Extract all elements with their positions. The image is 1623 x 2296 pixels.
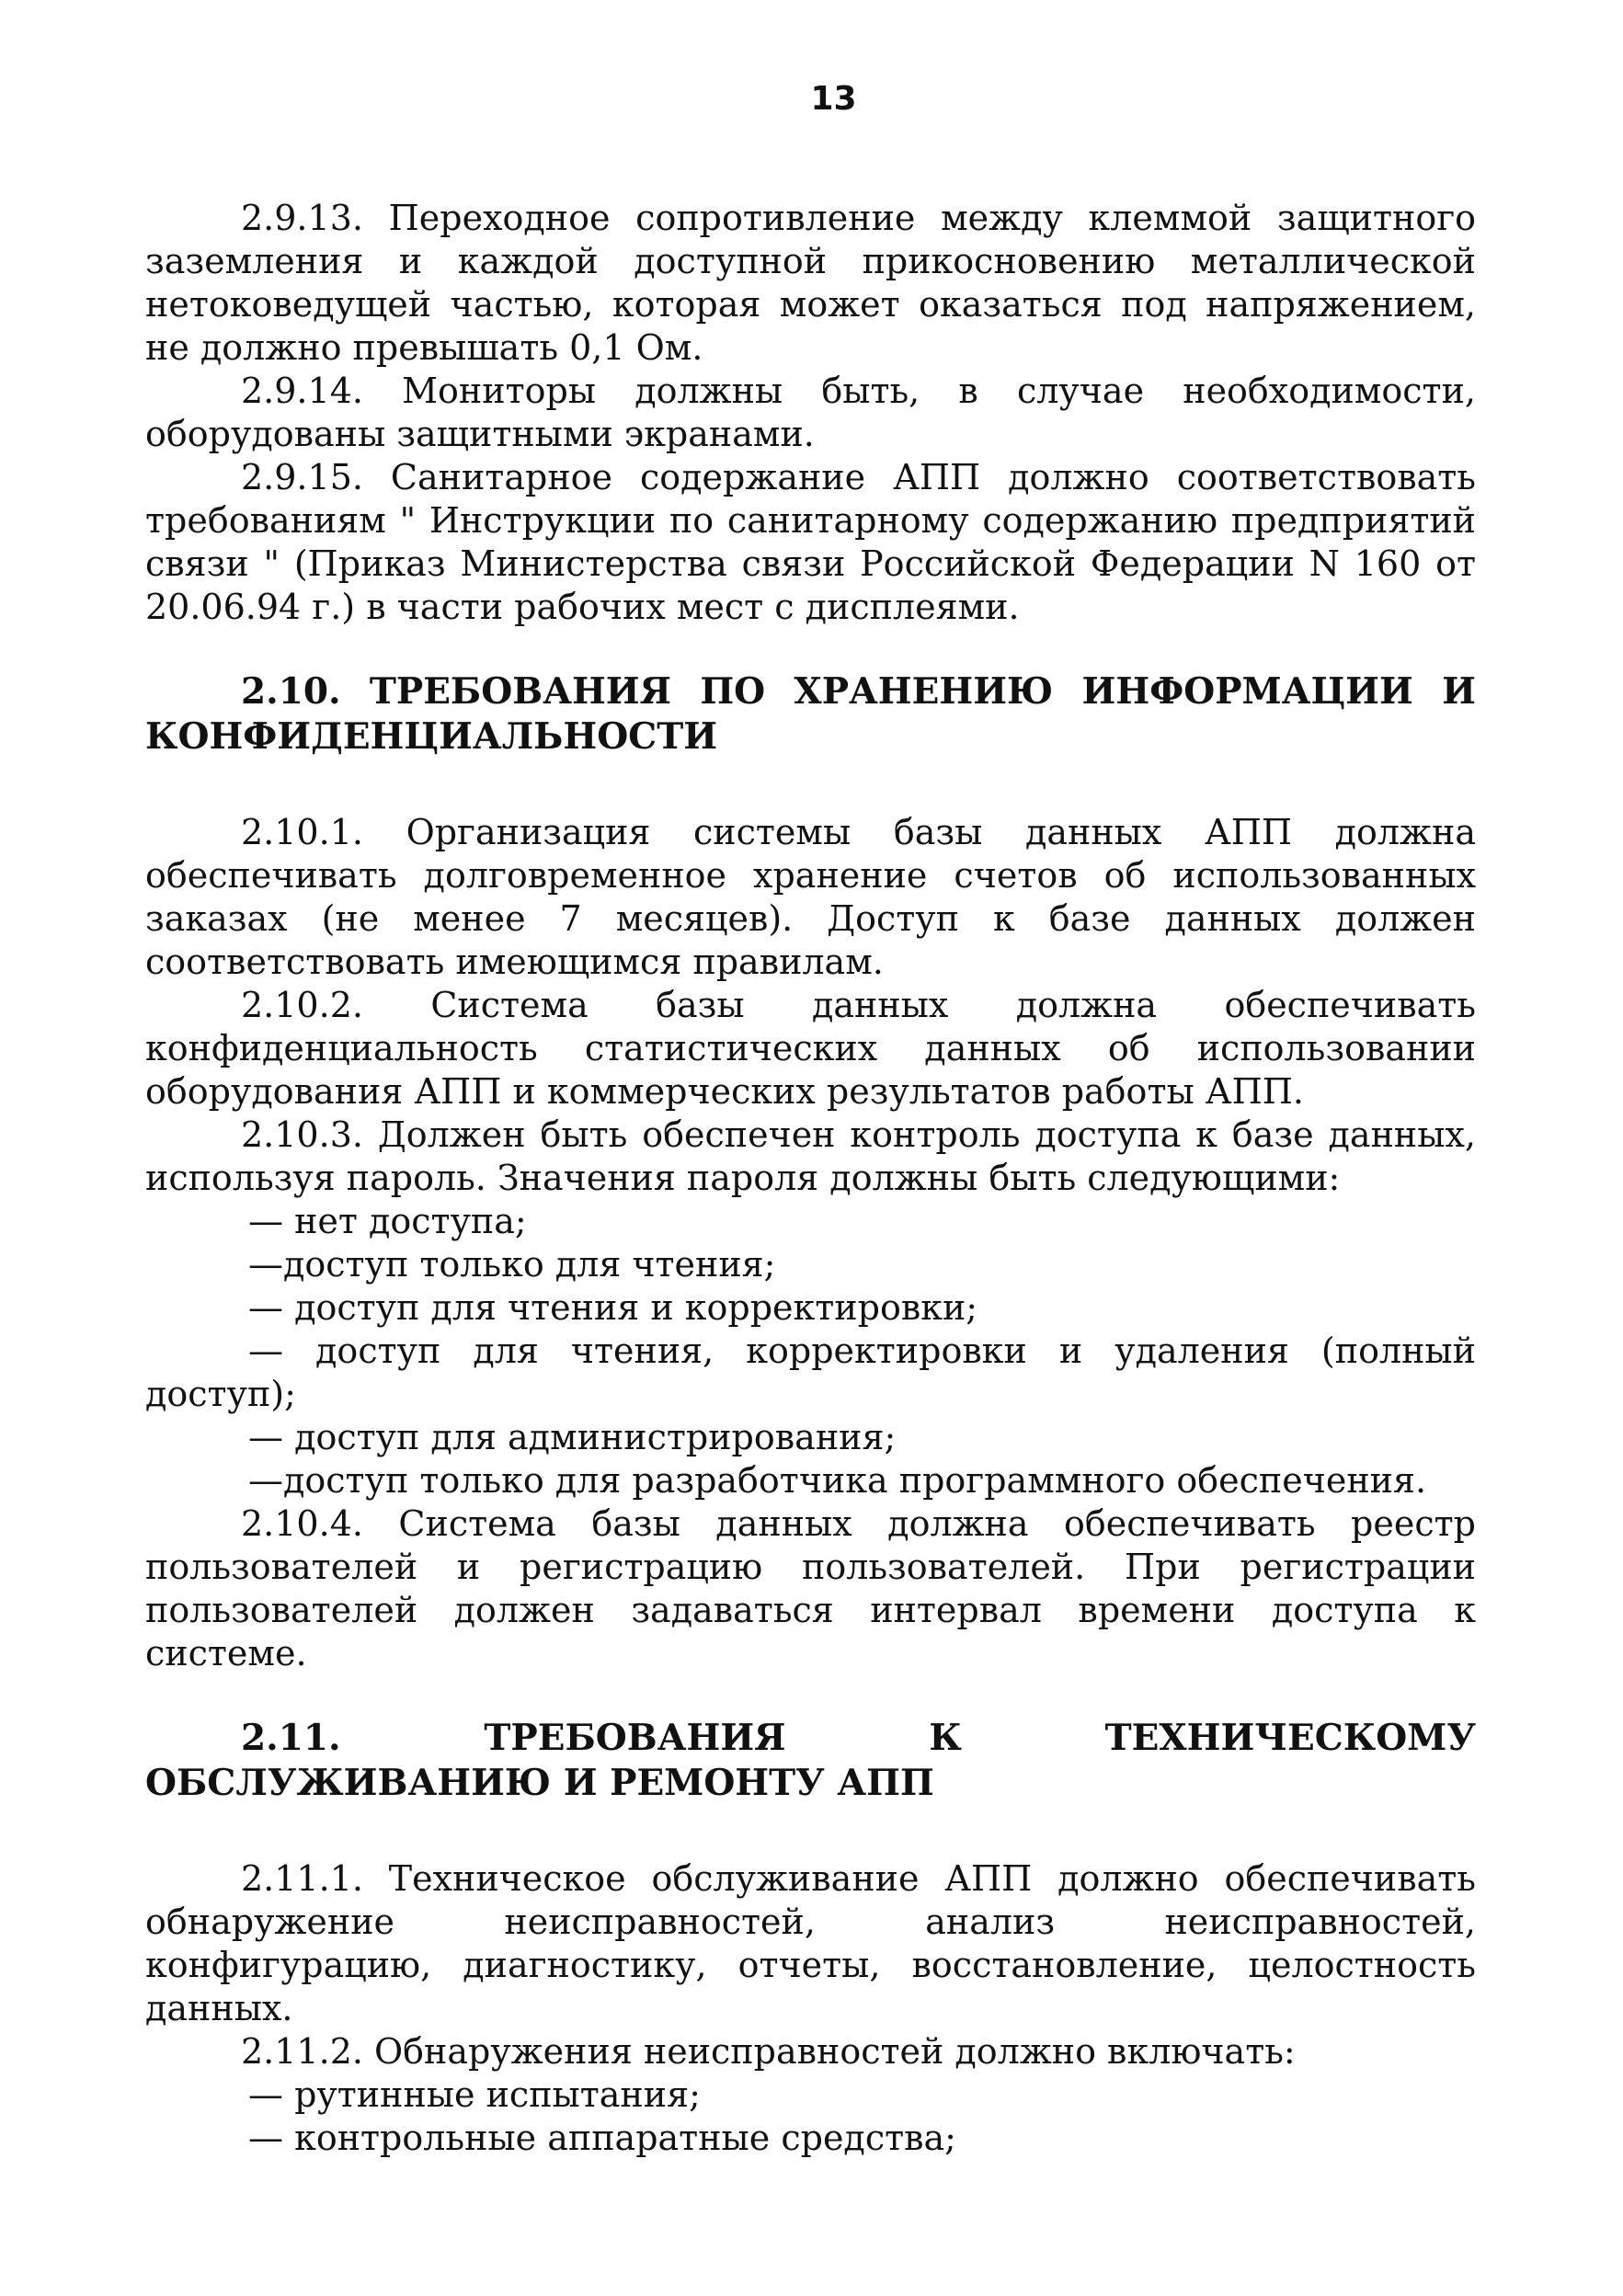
section-heading-2-11: 2.11. ТРЕБОВАНИЯ К ТЕХНИЧЕСКОМУ ОБСЛУЖИВАНИЮ И РЕМОНТУ АПП — [145, 1717, 1476, 1804]
password-levels-list — [145, 1200, 1476, 1502]
clause-2-10-4: 2.10.4. Система базы данных должна обеспечивать реестр пользователей и регистрацию пользователей. При регистрации пользователей должен задаваться интервал времени доступа к системе. — [145, 1503, 1476, 1673]
list-item: — доступ для чтения и корректировки; — [248, 1287, 978, 1328]
clause-2-9-14: 2.9.14. Мониторы должны быть, в случае необходимости, оборудованы защитными экранами. — [145, 371, 1476, 454]
list-item: — нет доступа; — [248, 1201, 527, 1241]
list-item: — доступ для администрирования; — [248, 1417, 897, 1457]
list-item: —доступ только для чтения; — [248, 1244, 776, 1285]
clause-2-10-3: 2.10.3. Должен быть обеспечен контроль доступа к базе данных, используя пароль. Значения пароля должны быть следующими: — [145, 1114, 1476, 1198]
list-item: —доступ только для разработчика программного обеспечения. — [248, 1460, 1427, 1501]
clause-2-10-1: 2.10.1. Организация системы базы данных АПП должна обеспечивать долговременное хранение счетов об использованных заказах (не менее 7 месяцев). Доступ к базе данных должен соответствовать имеющимся правилам. — [145, 812, 1476, 982]
clause-2-9-13: 2.9.13. Переходное сопротивление между клеммой защитного заземления и каждой доступной прикосновению металлической нетоковедущей частью, которая может оказаться под напряжением, не должно превышать 0,1 Ом. — [145, 198, 1476, 368]
page-number: 13 — [810, 80, 857, 118]
section-heading-2-10: 2.10. ТРЕБОВАНИЯ ПО ХРАНЕНИЮ ИНФОРМАЦИИ И КОНФИДЕНЦИАЛЬНОСТИ — [145, 670, 1476, 758]
clause-2-11-2: 2.11.2. Обнаружения неисправностей должно включать: — [241, 2031, 1296, 2072]
list-item: — доступ для чтения, корректировки и удаления (полный доступ); — [145, 1331, 1476, 1414]
fault-detection-list — [145, 2073, 1476, 2160]
clause-2-10-2: 2.10.2. Система базы данных должна обеспечивать конфиденциальность статистических данных об использовании оборудования АПП и коммерческих результатов работы АПП. — [145, 985, 1476, 1112]
clause-2-9-15: 2.9.15. Санитарное содержание АПП должно соответствовать требованиям " Инструкции по санитарному содержанию предприятий связи " (Приказ Министерства связи Российской Федерации N 160 от 20.06.94 г.) в части рабочих мест с дисплеями. — [145, 457, 1476, 627]
list-item: — контрольные аппаратные средства; — [248, 2118, 956, 2158]
list-item: — рутинные испытания; — [248, 2074, 701, 2115]
clause-2-11-1: 2.11.1. Техническое обслуживание АПП должно обеспечивать обнаружение неисправностей, анализ неисправностей, конфигурацию, диагностику, отчеты, восстановление, целостность данных. — [145, 1858, 1476, 2028]
